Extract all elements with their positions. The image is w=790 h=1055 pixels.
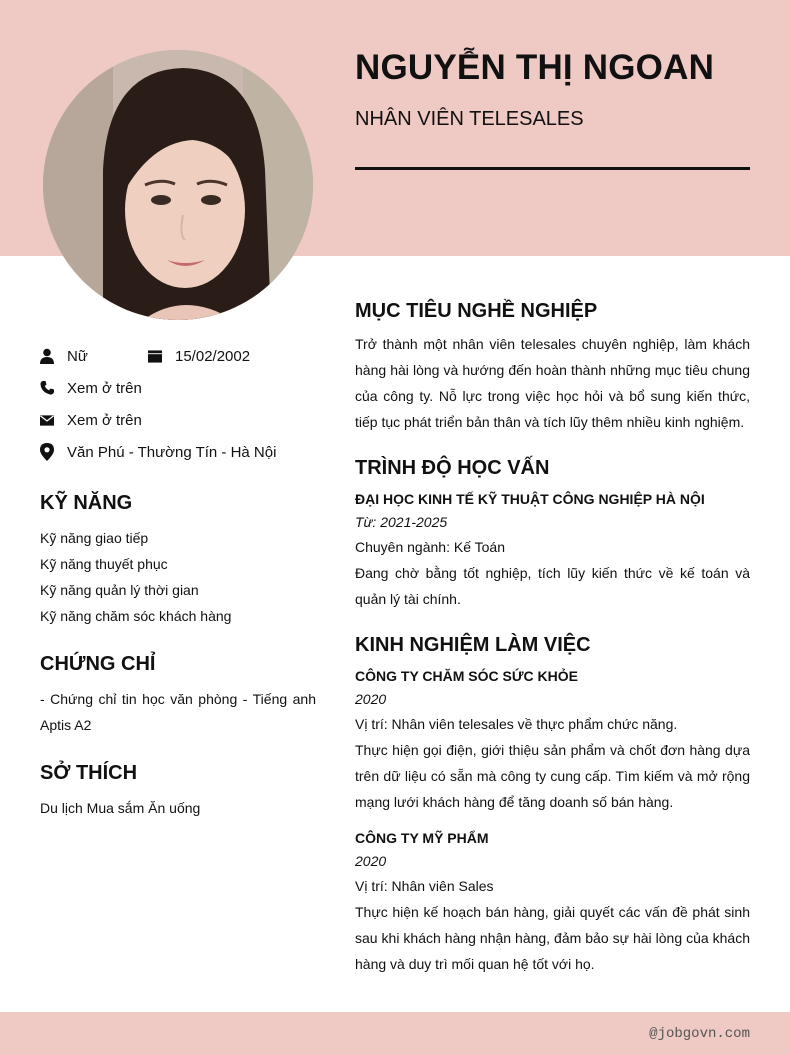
address-row (40, 436, 316, 468)
job-position: Vị trí: Nhân viên telesales về thực phẩm chức năng. (355, 716, 678, 732)
gender-dob-row (40, 340, 316, 372)
hobbies-text: Du lịch Mua sắm Ăn uống (40, 800, 201, 816)
phone-value: Xem ở trên (67, 379, 142, 397)
company-name: CÔNG TY CHĂM SÓC SỨC KHỎE (355, 668, 578, 684)
job-description: Thực hiện gọi điện, giới thiệu sản phẩm và chốt đơn hàng dựa trên dữ liệu có sẵn mà công ty cung cấp. Tìm kiếm và mở rộng mạng lưới khách hàng để tăng doanh số bán hàng. (355, 742, 750, 810)
certificates-heading: CHỨNG CHỈ (40, 653, 156, 675)
education-period: Từ: 2021-2025 (355, 514, 448, 530)
hobbies-heading: SỞ THÍCH (40, 762, 138, 784)
dob-item (148, 348, 250, 365)
skills-heading: KỸ NĂNG (40, 492, 133, 514)
email-value: Xem ở trên (67, 411, 142, 429)
location-pin-icon (40, 444, 54, 460)
job-title: NHÂN VIÊN TELESALES (355, 108, 584, 130)
job-description: Thực hiện kế hoạch bán hàng, giải quyết các vấn đề phát sinh sau khi khách hàng nhận hàng, đảm bảo sự hài lòng của khách hàng và duy trì mối quan hệ tốt với họ. (355, 904, 750, 972)
right-column (355, 300, 750, 977)
education-heading: TRÌNH ĐỘ HỌC VẤN (355, 457, 550, 479)
gender-item (40, 348, 148, 365)
profile-photo (43, 50, 313, 320)
phone-icon (40, 380, 54, 396)
job-spacer (355, 815, 750, 827)
objective-text: Trở thành một nhân viên telesales chuyên nghiệp, làm khách hàng hài lòng và hướng đến hoàn thành những mục tiêu chung của công ty. Nỗ lực trong việc học hỏi và bổ sung kiến thức, tiếp tục phát triển bản thân và tích lũy thêm nhiều kinh nghiệm. (355, 336, 750, 430)
objective-heading: MỤC TIÊU NGHỀ NGHIỆP (355, 300, 598, 322)
mail-icon (40, 412, 54, 428)
school-name: ĐẠI HỌC KINH TẾ KỸ THUẬT CÔNG NGHIỆP HÀ NỘI (355, 491, 705, 507)
person-icon (40, 348, 54, 364)
gender-value: Nữ (67, 347, 88, 365)
footer-watermark: @jobgovn.com (649, 1026, 750, 1042)
experience-item (355, 827, 750, 977)
education-note: Đang chờ bằng tốt nghiệp, tích lũy kiến thức về kế toán và quản lý tài chính. (355, 565, 750, 607)
title-divider (355, 167, 750, 170)
experience-item (355, 665, 750, 815)
email-row (40, 404, 316, 436)
skill-item: Kỹ năng giao tiếp (40, 530, 149, 546)
skill-item: Kỹ năng quản lý thời gian (40, 582, 199, 598)
skill-item: Kỹ năng thuyết phục (40, 556, 168, 572)
dob-value: 15/02/2002 (175, 347, 251, 365)
certificates-text: - Chứng chỉ tin học văn phòng - Tiếng anh Aptis A2 (40, 691, 316, 733)
section-spacer (355, 435, 750, 457)
skill-item: Kỹ năng chăm sóc khách hàng (40, 608, 232, 624)
job-year: 2020 (355, 853, 387, 869)
company-name: CÔNG TY MỸ PHẨM (355, 830, 489, 846)
skills-list (40, 525, 316, 629)
experience-heading: KINH NGHIỆM LÀM VIỆC (355, 634, 591, 656)
address-value: Văn Phú - Thường Tín - Hà Nội (67, 443, 277, 461)
education-major: Chuyên ngành: Kế Toán (355, 539, 505, 555)
calendar-icon (148, 348, 162, 364)
job-year: 2020 (355, 691, 387, 707)
section-spacer (355, 612, 750, 634)
job-position: Vị trí: Nhân viên Sales (355, 878, 494, 894)
candidate-name: NGUYỄN THỊ NGOAN (355, 48, 715, 87)
left-column (40, 340, 316, 821)
phone-row (40, 372, 316, 404)
